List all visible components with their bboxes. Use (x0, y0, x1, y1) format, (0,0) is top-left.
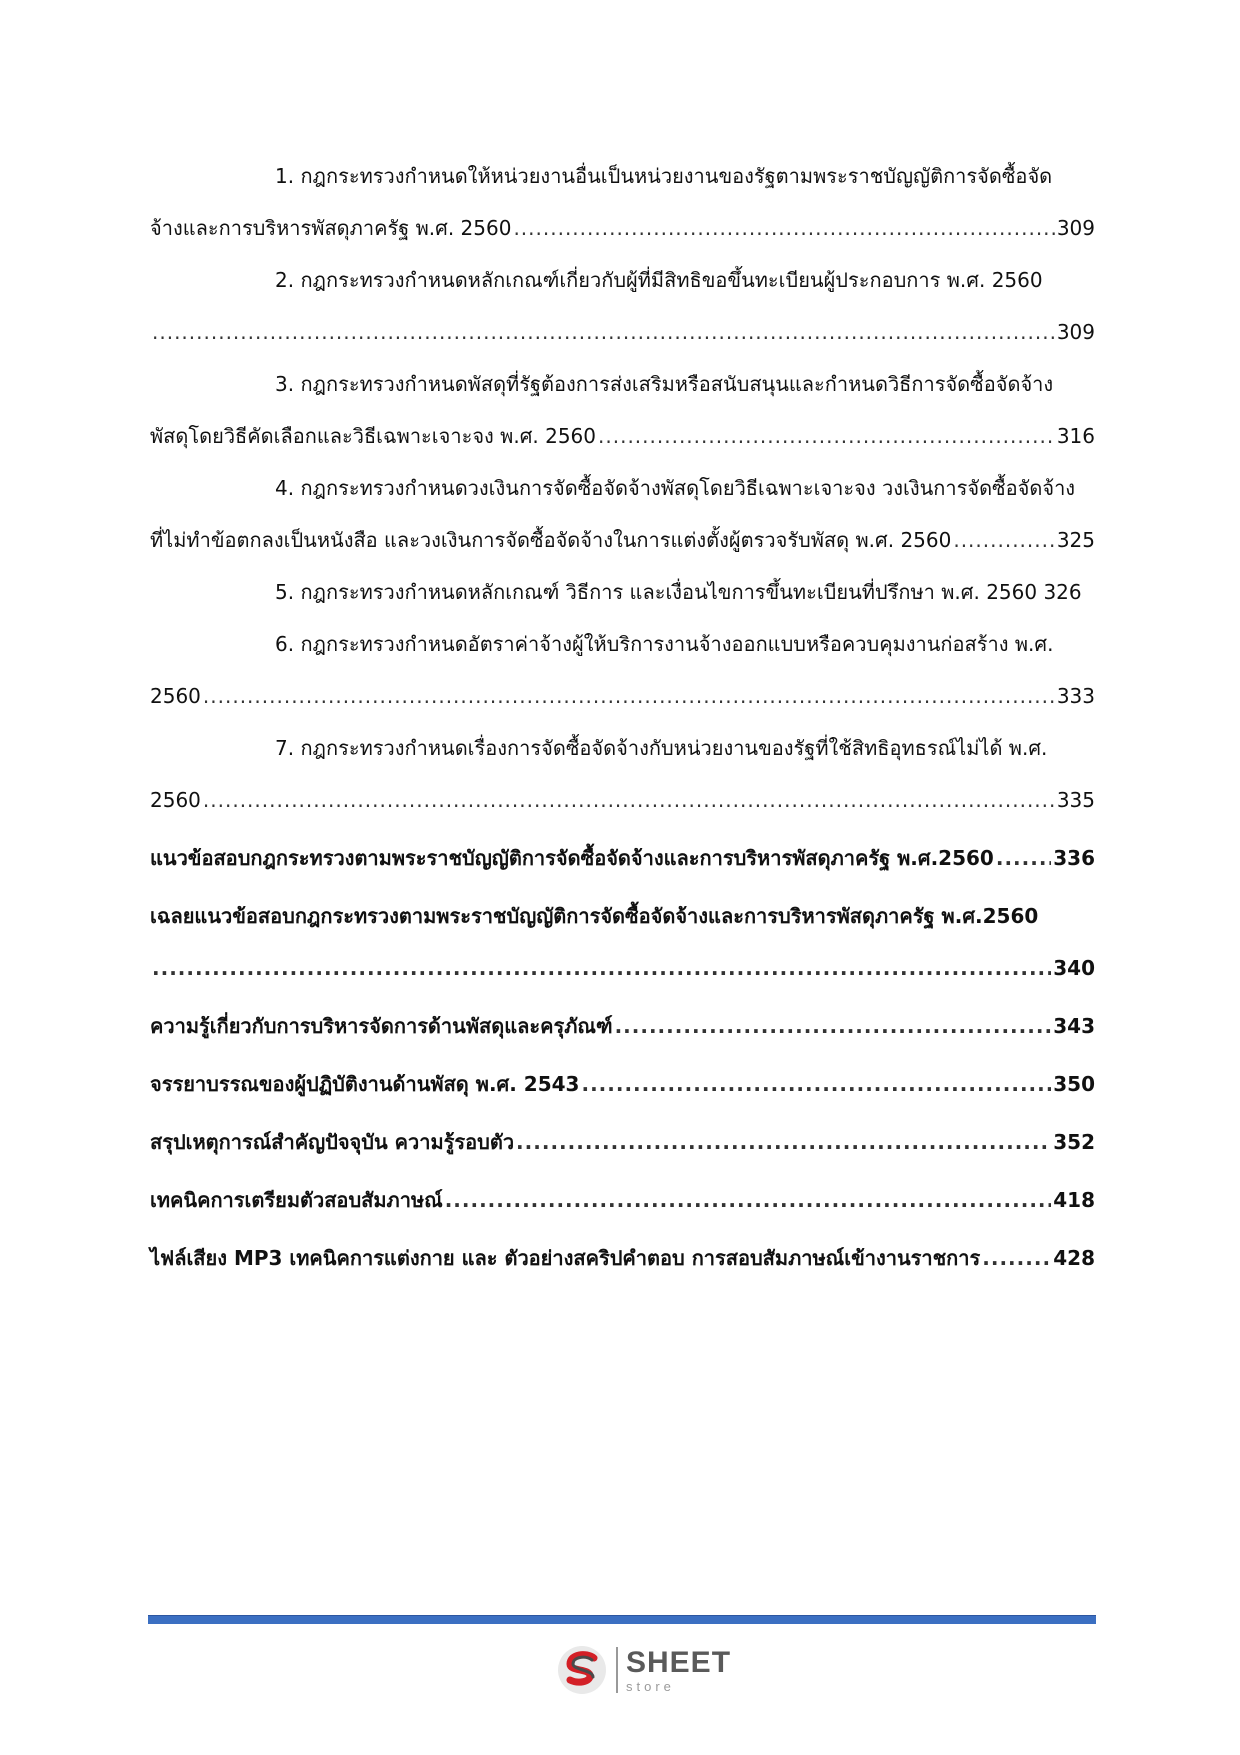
toc-page-number: 350 (1053, 1072, 1095, 1096)
toc-page-number: 428 (1053, 1246, 1095, 1270)
toc-entry-title: เฉลยแนวข้อสอบกฎกระทรวงตามพระราชบัญญัติการจัดซื้อจัดจ้างและการบริหารพัสดุภาครัฐ พ.ศ.2560 (150, 904, 1039, 928)
dot-leader (203, 670, 1055, 722)
dot-leader (598, 410, 1055, 462)
dot-leader (445, 1174, 1052, 1226)
toc-entry-line1: 2. กฎกระทรวงกำหนดหลักเกณฑ์เกี่ยวกับผู้ที่มีสิทธิขอขึ้นทะเบียนผู้ประกอบการ พ.ศ. 2560 (275, 268, 1043, 292)
dot-leader (513, 202, 1054, 254)
toc-main-entry[interactable] (150, 1232, 1095, 1284)
dot-leader (516, 1116, 1051, 1168)
toc-entry[interactable] (150, 722, 1095, 826)
toc-entry-title: แนวข้อสอบกฎกระทรวงตามพระราชบัญญัติการจัดซื้อจัดจ้างและการบริหารพัสดุภาครัฐ พ.ศ.2560 (150, 846, 994, 870)
toc-entry-line2: พัสดุโดยวิธีคัดเลือกและวิธีเฉพาะเจาะจง พ.ศ. 2560 (150, 424, 597, 448)
toc-entry-line1: 5. กฎกระทรวงกำหนดหลักเกณฑ์ วิธีการ และเงื่อนไขการขึ้นทะเบียนที่ปรึกษา พ.ศ. 2560 326 (275, 580, 1082, 604)
toc-entry-line2: 2560 (150, 788, 201, 812)
toc-entry-line1: 6. กฎกระทรวงกำหนดอัตราค่าจ้างผู้ให้บริการงานจ้างออกแบบหรือควบคุมงานก่อสร้าง พ.ศ. (275, 632, 1054, 656)
toc-entry-line1: 4. กฎกระทรวงกำหนดวงเงินการจัดซื้อจัดจ้างพัสดุโดยวิธีเฉพาะเจาะจง วงเงินการจัดซื้อจัดจ้าง (275, 476, 1076, 500)
dot-leader (615, 1000, 1052, 1052)
toc-main-entry[interactable] (150, 890, 1095, 994)
toc-main-entry[interactable] (150, 832, 1095, 884)
toc-entry-line1: 1. กฎกระทรวงกำหนดให้หน่วยงานอื่นเป็นหน่วยงานของรัฐตามพระราชบัญญัติการจัดซื้อจัด (275, 164, 1053, 188)
toc-page-number: 309 (1056, 216, 1095, 240)
toc-entry[interactable] (150, 150, 1095, 254)
toc-entry-line1: 3. กฎกระทรวงกำหนดพัสดุที่รัฐต้องการส่งเสริมหรือสนับสนุนและกำหนดวิธีการจัดซื้อจัดจ้าง (275, 372, 1054, 396)
toc-page-number: 325 (1056, 528, 1095, 552)
toc-main-entry[interactable] (150, 1000, 1095, 1052)
toc-page-number: 418 (1053, 1188, 1095, 1212)
toc-entry-line1: 7. กฎกระทรวงกำหนดเรื่องการจัดซื้อจัดจ้างกับหน่วยงานของรัฐที่ใช้สิทธิอุทธรณ์ไม่ได้ พ.ศ. (275, 736, 1048, 760)
toc-page-number: 336 (1053, 846, 1095, 870)
toc-entry[interactable] (150, 462, 1095, 566)
dot-leader (203, 774, 1055, 826)
toc-entry-line2: จ้างและการบริหารพัสดุภาครัฐ พ.ศ. 2560 (150, 216, 512, 240)
dot-leader (581, 1058, 1051, 1110)
toc-entry-title: ไฟล์เสียง MP3 เทคนิคการแต่งกาย และ ตัวอย่างสคริปคำตอบ การสอบสัมภาษณ์เข้างานราชการ (150, 1246, 981, 1270)
sheet-store-logo (556, 1640, 731, 1700)
toc-entry-title: ความรู้เกี่ยวกับการบริหารจัดการด้านพัสดุและครุภัณฑ์ (150, 1014, 613, 1038)
toc-entry-title: เทคนิคการเตรียมตัวสอบสัมภาษณ์ (150, 1188, 443, 1212)
dot-leader (982, 1232, 1051, 1284)
toc-entry[interactable] (150, 254, 1095, 358)
toc-entry-title: สรุปเหตุการณ์สำคัญปัจจุบัน ความรู้รอบตัว (150, 1130, 515, 1154)
toc-main-entry[interactable] (150, 1116, 1095, 1168)
toc-entry-title: จรรยาบรรณของผู้ปฏิบัติงานด้านพัสดุ พ.ศ. 2543 (150, 1072, 580, 1096)
toc-page-number: 343 (1053, 1014, 1095, 1038)
toc-entry-line2: ที่ไม่ทำข้อตกลงเป็นหนังสือ และวงเงินการจัดซื้อจัดจ้างในการแต่งตั้งผู้ตรวจรับพัสดุ พ.ศ. 2560 (150, 528, 952, 552)
toc-entry[interactable] (150, 566, 1095, 618)
logo-subtext: store (626, 1678, 675, 1694)
toc-page-number: 352 (1053, 1130, 1095, 1154)
dot-leader (152, 942, 1051, 994)
dot-leader (152, 306, 1055, 358)
toc-page-number: 340 (1053, 956, 1095, 980)
toc-page-number: 309 (1056, 320, 1095, 344)
dot-leader (953, 514, 1054, 566)
footer-divider (148, 1615, 1096, 1624)
dot-leader (996, 832, 1051, 884)
toc-page-number: 335 (1056, 788, 1095, 812)
logo-divider (616, 1647, 618, 1693)
toc-main-entry[interactable] (150, 1058, 1095, 1110)
toc-entry-line2: 2560 (150, 684, 201, 708)
sheet-logo-icon (556, 1644, 608, 1696)
toc-entry[interactable] (150, 358, 1095, 462)
logo-wordmark: SHEET (626, 1645, 732, 1679)
toc-entry[interactable] (150, 618, 1095, 722)
toc-page-number: 333 (1056, 684, 1095, 708)
toc-main-entry[interactable] (150, 1174, 1095, 1226)
table-of-contents (150, 150, 1095, 1284)
toc-page-number: 316 (1056, 424, 1095, 448)
